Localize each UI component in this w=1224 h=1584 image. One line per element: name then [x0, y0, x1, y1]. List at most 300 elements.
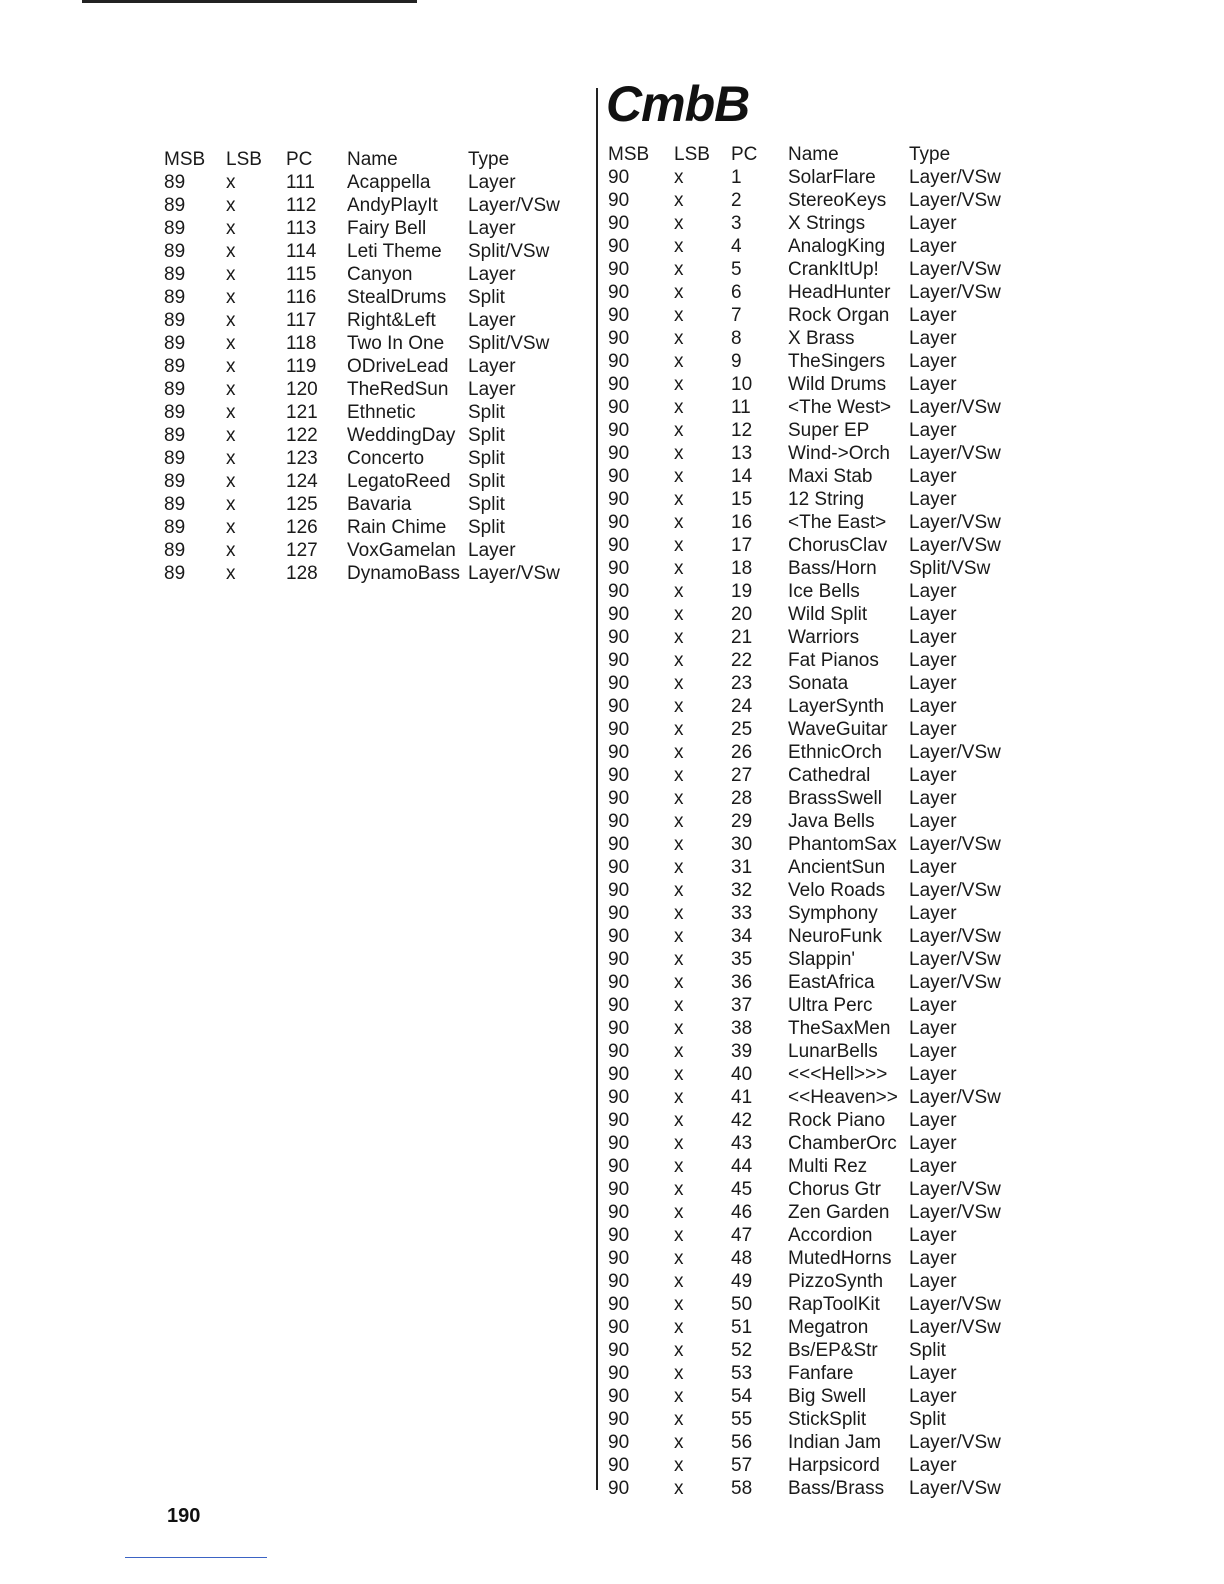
- cell-lsb: x: [674, 1087, 684, 1108]
- cell-lsb: x: [674, 719, 684, 740]
- cell-name: <The East>: [788, 512, 887, 533]
- cell-name: Wind->Orch: [788, 443, 890, 464]
- cell-type: Layer: [468, 264, 516, 285]
- cell-lsb: x: [674, 857, 684, 878]
- cell-msb: 90: [608, 903, 630, 924]
- cell-lsb: x: [674, 1156, 684, 1177]
- cell-pc: 127: [286, 540, 318, 561]
- table-row: [164, 171, 568, 194]
- cell-name: Fanfare: [788, 1363, 854, 1384]
- table-row: [608, 189, 1009, 212]
- table-row: [608, 1316, 1009, 1339]
- cell-name: Multi Rez: [788, 1156, 868, 1177]
- cell-name: Sonata: [788, 673, 849, 694]
- cell-type: Layer/VSw: [909, 1294, 1001, 1315]
- cell-lsb: x: [674, 213, 684, 234]
- cell-msb: 90: [608, 1432, 630, 1453]
- cell-name: Rain Chime: [347, 517, 447, 538]
- cell-msb: 90: [608, 1271, 630, 1292]
- cell-type: Split: [468, 287, 505, 308]
- cell-lsb: x: [226, 172, 236, 193]
- cell-type: Split: [909, 1409, 946, 1430]
- cell-name: AnalogKing: [788, 236, 886, 257]
- cell-name: TheSaxMen: [788, 1018, 891, 1039]
- cell-pc: 33: [731, 903, 753, 924]
- cell-pc: 28: [731, 788, 753, 809]
- cell-lsb: x: [674, 1455, 684, 1476]
- cell-type: Layer: [909, 1133, 957, 1154]
- cell-pc: 125: [286, 494, 318, 515]
- table-row: [608, 1385, 1009, 1408]
- table-row: [164, 447, 568, 470]
- cell-lsb: x: [674, 1386, 684, 1407]
- cell-lsb: x: [674, 351, 684, 372]
- cell-msb: 89: [164, 218, 186, 239]
- cell-name: SolarFlare: [788, 167, 876, 188]
- cell-type: Layer: [468, 310, 516, 331]
- cell-lsb: x: [674, 167, 684, 188]
- cell-type: Layer/VSw: [909, 167, 1001, 188]
- cell-msb: 90: [608, 834, 630, 855]
- cell-name: AndyPlayIt: [347, 195, 438, 216]
- top-rule: [82, 0, 417, 3]
- cell-lsb: x: [674, 1271, 684, 1292]
- cell-name: ChamberOrc: [788, 1133, 897, 1154]
- cell-name: Velo Roads: [788, 880, 886, 901]
- cell-pc: 11: [731, 397, 751, 418]
- cell-lsb: x: [674, 1248, 684, 1269]
- cell-lsb: x: [226, 448, 236, 469]
- table-row: [608, 1132, 1009, 1155]
- cell-pc: 113: [286, 218, 317, 239]
- table-row: [608, 925, 1009, 948]
- cell-msb: 90: [608, 811, 630, 832]
- header-lsb: LSB: [674, 144, 710, 165]
- cell-name: DynamoBass: [347, 563, 460, 584]
- cell-pc: 52: [731, 1340, 753, 1361]
- cell-lsb: x: [674, 1202, 684, 1223]
- cell-msb: 90: [608, 213, 630, 234]
- cell-msb: 90: [608, 1317, 630, 1338]
- cell-type: Layer/VSw: [909, 880, 1001, 901]
- cell-type: Layer: [909, 903, 957, 924]
- cell-msb: 90: [608, 305, 630, 326]
- cell-pc: 51: [731, 1317, 753, 1338]
- cell-lsb: x: [226, 494, 236, 515]
- cell-lsb: x: [674, 650, 684, 671]
- cell-lsb: x: [226, 379, 236, 400]
- cell-name: LayerSynth: [788, 696, 885, 717]
- patch-table-left: [164, 148, 568, 585]
- cell-type: Layer: [909, 673, 957, 694]
- cell-name: TheRedSun: [347, 379, 449, 400]
- table-row: [608, 695, 1009, 718]
- header-msb: MSB: [608, 144, 650, 165]
- cell-type: Layer: [909, 1041, 957, 1062]
- cell-msb: 90: [608, 604, 630, 625]
- cell-type: Layer: [909, 466, 957, 487]
- cell-pc: 31: [731, 857, 753, 878]
- cell-msb: 89: [164, 195, 186, 216]
- cell-pc: 2: [731, 190, 742, 211]
- cell-type: Layer: [909, 811, 957, 832]
- table-row: [608, 1040, 1009, 1063]
- cell-pc: 122: [286, 425, 318, 446]
- cell-msb: 90: [608, 1087, 630, 1108]
- cell-type: Layer: [909, 374, 957, 395]
- cell-type: Layer: [909, 1363, 957, 1384]
- table-row: [608, 511, 1009, 534]
- header-pc: PC: [286, 149, 313, 170]
- table-row: [164, 332, 568, 355]
- cell-type: Layer: [909, 1386, 957, 1407]
- cell-pc: 49: [731, 1271, 753, 1292]
- table-row: [608, 1017, 1009, 1040]
- table-header-row: [164, 148, 568, 171]
- table-body-left: [164, 171, 568, 585]
- cell-name: Bass/Horn: [788, 558, 877, 579]
- cell-pc: 112: [286, 195, 317, 216]
- cell-msb: 89: [164, 379, 186, 400]
- cell-pc: 39: [731, 1041, 753, 1062]
- cell-msb: 90: [608, 328, 630, 349]
- cell-type: Layer: [909, 788, 957, 809]
- cell-type: Layer: [909, 1225, 957, 1246]
- cell-pc: 21: [731, 627, 753, 648]
- cell-lsb: x: [674, 259, 684, 280]
- cell-type: Layer: [909, 1110, 957, 1131]
- cell-pc: 17: [731, 535, 753, 556]
- cell-msb: 90: [608, 1363, 630, 1384]
- cell-msb: 90: [608, 1248, 630, 1269]
- cell-pc: 35: [731, 949, 753, 970]
- cell-msb: 89: [164, 471, 186, 492]
- cell-pc: 53: [731, 1363, 753, 1384]
- cell-msb: 89: [164, 540, 186, 561]
- table-row: [608, 1477, 1009, 1500]
- cell-type: Layer: [468, 218, 516, 239]
- table-header-row: [608, 143, 1009, 166]
- table-row: [608, 971, 1009, 994]
- cell-msb: 90: [608, 581, 630, 602]
- cell-msb: 90: [608, 558, 630, 579]
- cell-msb: 90: [608, 466, 630, 487]
- cell-lsb: x: [674, 880, 684, 901]
- cell-name: Indian Jam: [788, 1432, 881, 1453]
- cell-msb: 90: [608, 259, 630, 280]
- cell-type: Layer/VSw: [909, 190, 1001, 211]
- cell-lsb: x: [674, 972, 684, 993]
- cell-lsb: x: [674, 328, 684, 349]
- table-row: [608, 1178, 1009, 1201]
- cell-pc: 126: [286, 517, 318, 538]
- cell-type: Layer: [468, 172, 516, 193]
- cell-type: Layer/VSw: [909, 1317, 1001, 1338]
- cell-pc: 54: [731, 1386, 753, 1407]
- cell-msb: 90: [608, 1156, 630, 1177]
- cell-name: RapToolKit: [788, 1294, 880, 1315]
- cell-msb: 90: [608, 719, 630, 740]
- cell-type: Layer: [909, 995, 957, 1016]
- cell-pc: 121: [286, 402, 318, 423]
- cell-lsb: x: [226, 402, 236, 423]
- cell-lsb: x: [674, 512, 684, 533]
- table-row: [164, 470, 568, 493]
- cell-pc: 56: [731, 1432, 753, 1453]
- cell-lsb: x: [674, 1409, 684, 1430]
- cell-pc: 117: [286, 310, 317, 331]
- cell-pc: 36: [731, 972, 753, 993]
- table-row: [608, 833, 1009, 856]
- cell-type: Layer/VSw: [909, 926, 1001, 947]
- cell-msb: 90: [608, 1294, 630, 1315]
- cell-name: Zen Garden: [788, 1202, 890, 1223]
- table-row: [608, 1293, 1009, 1316]
- cell-name: ODriveLead: [347, 356, 449, 377]
- cell-lsb: x: [674, 765, 684, 786]
- table-row: [608, 442, 1009, 465]
- table-row: [608, 419, 1009, 442]
- table-row: [608, 603, 1009, 626]
- cell-name: Acappella: [347, 172, 431, 193]
- cell-pc: 47: [731, 1225, 753, 1246]
- table-row: [608, 281, 1009, 304]
- cell-msb: 90: [608, 397, 630, 418]
- cell-msb: 90: [608, 972, 630, 993]
- cell-lsb: x: [674, 1478, 684, 1499]
- cell-msb: 90: [608, 443, 630, 464]
- cell-pc: 55: [731, 1409, 753, 1430]
- cell-lsb: x: [226, 264, 236, 285]
- cell-type: Layer: [909, 1248, 957, 1269]
- cell-msb: 89: [164, 241, 186, 262]
- cell-lsb: x: [674, 903, 684, 924]
- cell-type: Layer/VSw: [909, 282, 1001, 303]
- cell-type: Layer: [909, 213, 957, 234]
- cell-type: Layer/VSw: [909, 1202, 1001, 1223]
- cell-lsb: x: [674, 788, 684, 809]
- cell-pc: 116: [286, 287, 317, 308]
- table-row: [608, 235, 1009, 258]
- cell-pc: 8: [731, 328, 742, 349]
- cell-name: Cathedral: [788, 765, 871, 786]
- cell-msb: 90: [608, 1455, 630, 1476]
- cell-lsb: x: [674, 535, 684, 556]
- cell-msb: 90: [608, 351, 630, 372]
- cell-pc: 4: [731, 236, 742, 257]
- cell-msb: 90: [608, 282, 630, 303]
- header-type: Type: [909, 144, 951, 165]
- cell-pc: 25: [731, 719, 753, 740]
- table-row: [608, 902, 1009, 925]
- cell-msb: 90: [608, 1041, 630, 1062]
- cell-lsb: x: [226, 241, 236, 262]
- page-number: 190: [167, 1505, 201, 1527]
- cell-lsb: x: [674, 627, 684, 648]
- cell-type: Layer/VSw: [909, 512, 1001, 533]
- section-divider-bar: [596, 88, 598, 1490]
- cell-type: Split: [468, 425, 505, 446]
- cell-pc: 57: [731, 1455, 753, 1476]
- cell-lsb: x: [674, 489, 684, 510]
- cell-msb: 90: [608, 190, 630, 211]
- table-row: [608, 373, 1009, 396]
- cell-msb: 90: [608, 535, 630, 556]
- table-row: [608, 557, 1009, 580]
- cell-name: Bs/EP&Str: [788, 1340, 878, 1361]
- cell-msb: 90: [608, 489, 630, 510]
- cell-name: PhantomSax: [788, 834, 897, 855]
- cell-msb: 90: [608, 627, 630, 648]
- cell-msb: 90: [608, 167, 630, 188]
- cell-type: Layer/VSw: [909, 949, 1001, 970]
- cell-name: PizzoSynth: [788, 1271, 884, 1292]
- table-row: [164, 539, 568, 562]
- cell-lsb: x: [674, 1018, 684, 1039]
- cell-name: Leti Theme: [347, 241, 442, 262]
- cell-msb: 90: [608, 673, 630, 694]
- cell-lsb: x: [674, 742, 684, 763]
- cell-pc: 37: [731, 995, 753, 1016]
- cell-msb: 90: [608, 742, 630, 763]
- cell-msb: 90: [608, 1133, 630, 1154]
- cell-msb: 90: [608, 696, 630, 717]
- cell-name: X Strings: [788, 213, 866, 234]
- cell-lsb: x: [674, 1041, 684, 1062]
- cell-type: Layer: [909, 489, 957, 510]
- cell-type: Layer: [909, 696, 957, 717]
- cell-type: Layer/VSw: [909, 834, 1001, 855]
- cell-name: Wild Drums: [788, 374, 887, 395]
- cell-lsb: x: [674, 1363, 684, 1384]
- cell-type: Split/VSw: [909, 558, 991, 579]
- cell-pc: 46: [731, 1202, 753, 1223]
- cell-name: X Brass: [788, 328, 855, 349]
- cell-lsb: x: [674, 190, 684, 211]
- cell-pc: 111: [286, 172, 315, 193]
- table-body-right: [608, 166, 1009, 1500]
- cell-type: Layer: [909, 627, 957, 648]
- header-lsb: LSB: [226, 149, 262, 170]
- cell-msb: 89: [164, 494, 186, 515]
- cell-pc: 7: [731, 305, 742, 326]
- table-row: [608, 649, 1009, 672]
- cell-type: Split: [468, 402, 505, 423]
- cell-pc: 5: [731, 259, 742, 280]
- cell-msb: 89: [164, 448, 186, 469]
- cell-name: EthnicOrch: [788, 742, 882, 763]
- cell-msb: 89: [164, 517, 186, 538]
- cell-name: Rock Piano: [788, 1110, 886, 1131]
- header-name: Name: [347, 149, 398, 170]
- cell-type: Layer: [468, 540, 516, 561]
- cell-lsb: x: [674, 673, 684, 694]
- cell-name: Symphony: [788, 903, 878, 924]
- cell-pc: 26: [731, 742, 753, 763]
- cell-pc: 48: [731, 1248, 753, 1269]
- cell-msb: 89: [164, 356, 186, 377]
- cell-lsb: x: [674, 374, 684, 395]
- table-row: [608, 764, 1009, 787]
- cell-type: Layer: [909, 328, 957, 349]
- cell-name: <<Heaven>>: [788, 1087, 898, 1108]
- cell-name: <<<Hell>>>: [788, 1064, 888, 1085]
- cell-name: Harpsicord: [788, 1455, 880, 1476]
- table-row: [608, 948, 1009, 971]
- cell-msb: 90: [608, 926, 630, 947]
- cell-name: Fat Pianos: [788, 650, 879, 671]
- cell-type: Layer: [909, 1018, 957, 1039]
- table-row: [608, 488, 1009, 511]
- cell-lsb: x: [674, 305, 684, 326]
- cell-pc: 20: [731, 604, 753, 625]
- table-row: [164, 516, 568, 539]
- table-row: [608, 580, 1009, 603]
- table-row: [608, 534, 1009, 557]
- cell-type: Split/VSw: [468, 241, 550, 262]
- cell-name: Maxi Stab: [788, 466, 873, 487]
- cell-msb: 90: [608, 236, 630, 257]
- cell-pc: 115: [286, 264, 317, 285]
- table-row: [608, 1431, 1009, 1454]
- cell-type: Layer: [909, 857, 957, 878]
- cell-pc: 50: [731, 1294, 753, 1315]
- header-msb: MSB: [164, 149, 206, 170]
- cell-msb: 90: [608, 765, 630, 786]
- cell-type: Layer: [909, 765, 957, 786]
- section-title: CmbB: [606, 76, 750, 132]
- cell-name: ChorusClav: [788, 535, 888, 556]
- cell-msb: 90: [608, 1386, 630, 1407]
- cell-type: Layer/VSw: [909, 1179, 1001, 1200]
- cell-type: Layer: [468, 356, 516, 377]
- cell-pc: 32: [731, 880, 753, 901]
- table-row: [608, 1063, 1009, 1086]
- cell-name: Concerto: [347, 448, 425, 469]
- cell-name: NeuroFunk: [788, 926, 882, 947]
- cell-lsb: x: [674, 581, 684, 602]
- cell-name: VoxGamelan: [347, 540, 456, 561]
- cell-type: Layer/VSw: [468, 195, 560, 216]
- cell-name: Big Swell: [788, 1386, 867, 1407]
- cell-type: Layer/VSw: [909, 535, 1001, 556]
- cell-type: Layer/VSw: [909, 443, 1001, 464]
- table-row: [164, 562, 568, 585]
- cell-type: Layer: [909, 650, 957, 671]
- cell-msb: 90: [608, 1018, 630, 1039]
- table-row: [164, 240, 568, 263]
- cell-pc: 18: [731, 558, 753, 579]
- cell-name: StereoKeys: [788, 190, 887, 211]
- cell-lsb: x: [674, 1179, 684, 1200]
- cell-name: LunarBells: [788, 1041, 878, 1062]
- cell-name: Right&Left: [347, 310, 436, 331]
- header-name: Name: [788, 144, 839, 165]
- cell-type: Split/VSw: [468, 333, 550, 354]
- cell-pc: 45: [731, 1179, 753, 1200]
- table-row: [608, 465, 1009, 488]
- cell-name: Warriors: [788, 627, 860, 648]
- cell-name: AncientSun: [788, 857, 886, 878]
- header-type: Type: [468, 149, 510, 170]
- cell-pc: 30: [731, 834, 753, 855]
- cell-msb: 90: [608, 949, 630, 970]
- cell-lsb: x: [674, 466, 684, 487]
- cell-type: Layer: [909, 604, 957, 625]
- table-row: [608, 304, 1009, 327]
- cell-lsb: x: [674, 282, 684, 303]
- table-row: [608, 810, 1009, 833]
